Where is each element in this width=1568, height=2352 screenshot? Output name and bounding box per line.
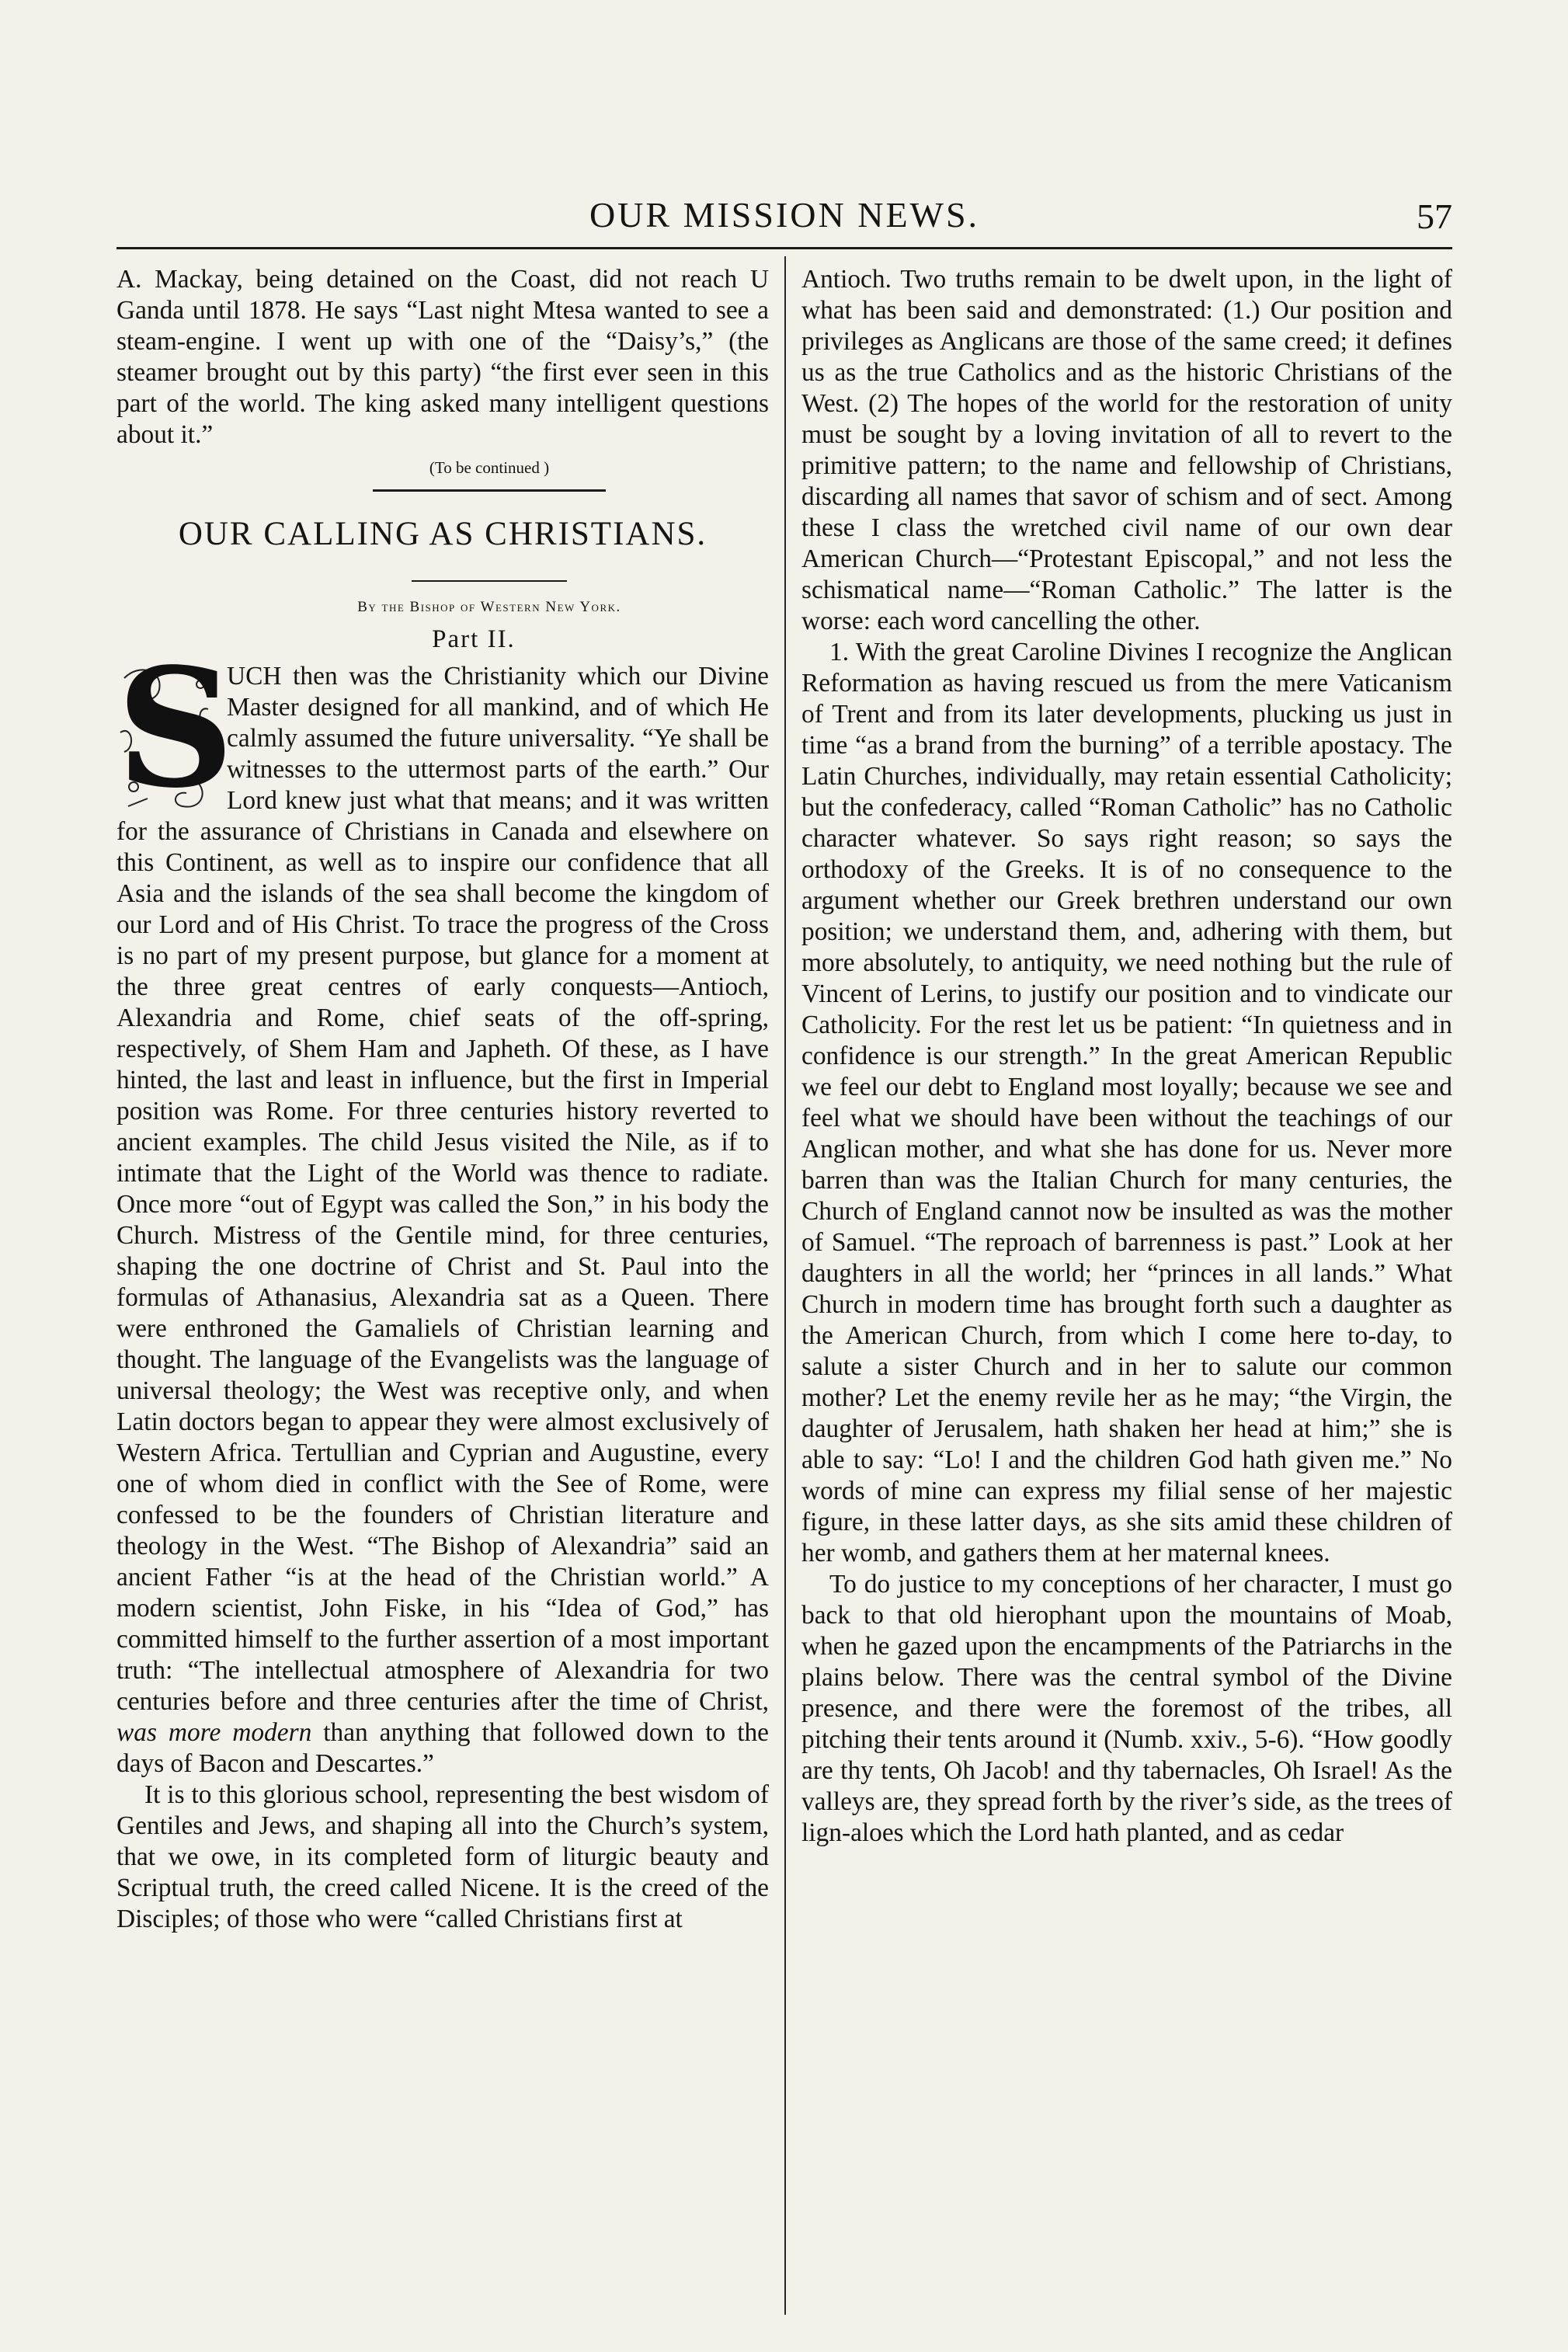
right-column xyxy=(801,264,1452,1849)
intro-paragraph: A. Mackay, being detained on the Coast, did not reach U Ganda until 1878. He says “Last night Mtesa wanted to see a steam-engine. I went up with one of the “Daisy’s,” (the steamer brought out by this party) “the first ever seen in this part of the world. The king asked many intelligent questions about it.” xyxy=(116,265,769,449)
body-paragraph: It is to this glorious school, representing the best wisdom of Gentiles and Jews, and shaping all into the Church’s system, that we owe, in its completed form of liturgic beauty and Scriptual truth, the creed called Nicene. It is the creed of the Disciples; of those who were “called Christians first at xyxy=(116,1780,769,1933)
title-rule xyxy=(412,580,567,582)
body-paragraph xyxy=(116,661,769,1780)
column-divider xyxy=(784,256,786,2315)
part-label: Part II. xyxy=(432,625,516,653)
continued-note: (To be continued ) xyxy=(429,458,550,477)
article-title: OUR CALLING AS CHRISTIANS. xyxy=(178,516,708,552)
italic-emphasis: was more modern xyxy=(116,1718,312,1747)
body-text: UCH then was the Christianity which our Divine Master designed for all mankind, and of which He calmly assumed the future universality. “Ye shall be witnesses to the uttermost parts of the earth.” Our Lord knew just what that means; and it was written for the assurance of Christians in Canada and elsewhere on this Continent, as well as to inspire our confidence that all Asia and the islands of the sea shall become the kingdom of our Lord and of His Christ. To trace the progress of the Cross is no part of my present purpose, but glance for a moment at the three great centres of early conquests—Antioch, Alexandria and Rome, chief seats of the off-spring, respectively, of Shem Ham and Japheth. Of these, as I have hinted, the last and least in influence, but the first in Imperial position was Rome. For three centuries history reverted to ancient examples. The child Jesus visited the Nile, as if to intimate that the Light of the World was thence to radiate. Once more “out of Egypt was called the Son,” in his body the Church. Mistress of the Gentile mind, for three centuries, shaping the one doctrine of Christ and St. Paul into the formulas of Athanasius, Alexandria sat as a Queen. There were enthroned the Gamaliels of Christian learning and thought. The language of the Evangelists was the language of universal theology; the West was receptive only, and when Latin doctors began to appear they were almost exclusively of Western Africa. Tertullian and Cyprian and Augustine, every one of whom died in conflict with the See of Rome, were confessed to be the founders of Christian literature and theology in the West. “The Bishop of Alexandria” said an ancient Father “is at the head of the Christian world.” A modern scientist, John Fiske, in his “Idea of God,” has committed himself to the further assertion of a most important truth: “The intellectual atmosphere of Alexandria for two centuries before and three centuries after the time of Christ, xyxy=(116,662,769,1716)
article-byline: By the Bishop of Western New York. xyxy=(357,599,621,615)
header-rule xyxy=(116,247,1452,249)
drop-cap-letter: S xyxy=(116,632,235,824)
body-paragraph: Antioch. Two truths remain to be dwelt upon, in the light of what has been said and demonstrated: (1.) Our position and privileges as Anglicans are those of the same creed; it defines us as the true Catholics and as the historic Christians of the West. (2) The hopes of the world for the restoration of unity must be sought by a loving invitation of all to revert to the primitive pattern; to the name and fellowship of Christians, discarding all names that savor of schism and of sect. Among these I class the wretched civil name of our own dear American Church—“Protestant Episcopal,” and not less the schismatical name—“Roman Catholic.” The latter is the worse: each word cancelling the other. xyxy=(801,265,1452,635)
body-paragraph: 1. With the great Caroline Divines I recognize the Anglican Reformation as having rescued us from the mere Vaticanism of Trent and from its later developments, plucking us just in time “as a brand from the burning” of a terrible apostacy. The Latin Churches, individually, may retain essential Catholicity; but the confederacy, called “Roman Catholic” has no Catholic character whatever. So says right reason; so says the orthodoxy of the Greeks. It is of no consequence to the argument whether our Greek brethren understand our own position; we understand them, and, adhering with them, but more absolutely, to antiquity, we need nothing but the rule of Vincent of Lerins, to justify our position and to vindicate our Catholicity. For the rest let us be patient: “In quietness and in confidence is our strength.” In the great American Republic we feel our debt to England most loyally; because we see and feel what we should have been without the teachings of our Anglican mother, and what she has done for us. Never more barren than was the Italian Church for many centuries, the Church of England cannot now be insulted as was the mother of Samuel. “The reproach of barrenness is past.” Look at her daughters in all the world; her “princes in all lands.” What Church in modern time has brought forth such a daughter as the American Church, from which I come here to-day, to salute a sister Church and in her to salute our common mother? Let the enemy revile her as he may; “the Virgin, the daughter of Jerusalem, hath shaken her head at him;” she is able to say: “Lo! I and the children God hath given me.” No words of mine can express my filial sense of her majestic figure, in these latter days, as she sits amid these children of her womb, and gathers them at her maternal knees. xyxy=(801,638,1452,1567)
ornamental-drop-cap xyxy=(116,632,235,824)
page-header xyxy=(116,194,1452,249)
left-column xyxy=(116,264,769,1935)
section-divider xyxy=(373,489,606,492)
page-number: 57 xyxy=(1417,197,1452,236)
body-paragraph: To do justice to my conceptions of her character, I must go back to that old hierophant upon the mountains of Moab, when he gazed upon the encampments of the Patriarchs in the plains below. There was the central symbol of the Divine presence, and there were the foremost of the tribes, all pitching their tents around it (Numb. xxiv., 5-6). “How goodly are thy tents, Oh Jacob! and thy tabernacles, Oh Israel! As the valleys are, they spread forth by the river’s side, as the trees of lign-aloes which the Lord hath planted, and as cedar xyxy=(801,1570,1452,1847)
running-title: OUR MISSION NEWS. xyxy=(589,195,980,235)
body-text: than anything that followed down to the days of Bacon and Descartes.” xyxy=(116,1718,769,1778)
